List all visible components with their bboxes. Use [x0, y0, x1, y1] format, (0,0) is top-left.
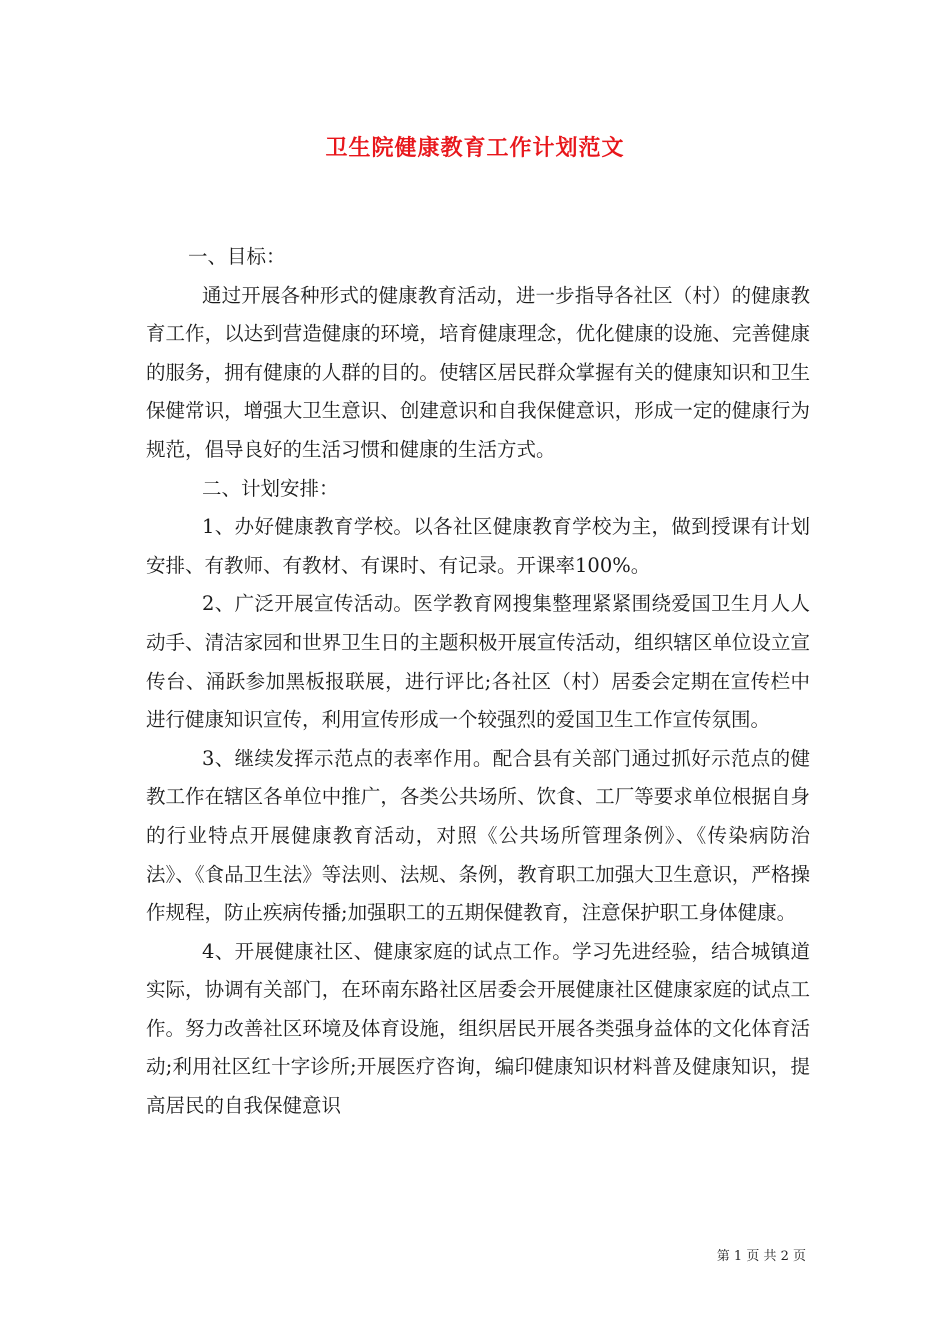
- page-number-footer: 第 1 页 共 2 页: [716, 1249, 806, 1264]
- section-heading-plan: 二、计划安排：: [202, 476, 339, 500]
- paragraph-item-3: 3、继续发挥示范点的表率作用。配合县有关部门通过抓好示范点的健教工作在辖区各单位中推广，各类公共场所、饮食、工厂等要求单位根据自身的行业特点开展健康教育活动，对照《公共场所管理条例》、《传染病防治法》、《食品卫生法》等法则、法规、条例，教育职工加强大卫生意识，严格操作规程，防止疾病传播;加强职工的五期保健教育，注意保护职工身体健康。: [146, 746, 810, 925]
- document-body: [146, 238, 810, 1126]
- paragraph-item-2: 2、广泛开展宣传活动。医学教育网搜集整理紧紧围绕爱国卫生月人人动手、清洁家园和世界卫生日的主题积极开展宣传活动，组织辖区单位设立宣传台、涌跃参加黑板报联展，进行评比;各社区（村）居委会定期在宣传栏中进行健康知识宣传，利用宣传形成一个较强烈的爱国卫生工作宣传氛围。: [146, 592, 810, 732]
- paragraph-item-4: 4、开展健康社区、健康家庭的试点工作。学习先进经验，结合城镇道实际，协调有关部门，在环南东路社区居委会开展健康社区健康家庭的试点工作。努力改善社区环境及体育设施，组织居民开展各类强身益体的文化体育活动;利用社区红十字诊所;开展医疗咨询，编印健康知识材料普及健康知识，提高居民的自我保健意识: [146, 939, 810, 1118]
- document-title: 卫生院健康教育工作计划范文: [325, 135, 625, 161]
- paragraph-item-1: 1、办好健康教育学校。以各社区健康教育学校为主，做到授课有计划安排、有教师、有教材、有课时、有记录。开课率100%。: [146, 515, 810, 577]
- section-heading-goals: 一、目标：: [188, 245, 286, 268]
- paragraph-goals: 通过开展各种形式的健康教育活动，进一步指导各社区（村）的健康教育工作，以达到营造健康的环境，培育健康理念，优化健康的设施、完善健康的服务，拥有健康的人群的目的。使辖区居民群众掌握有关的健康知识和卫生保健常识，增强大卫生意识、创建意识和自我保健意识，形成一定的健康行为规范，倡导良好的生活习惯和健康的生活方式。: [146, 283, 810, 461]
